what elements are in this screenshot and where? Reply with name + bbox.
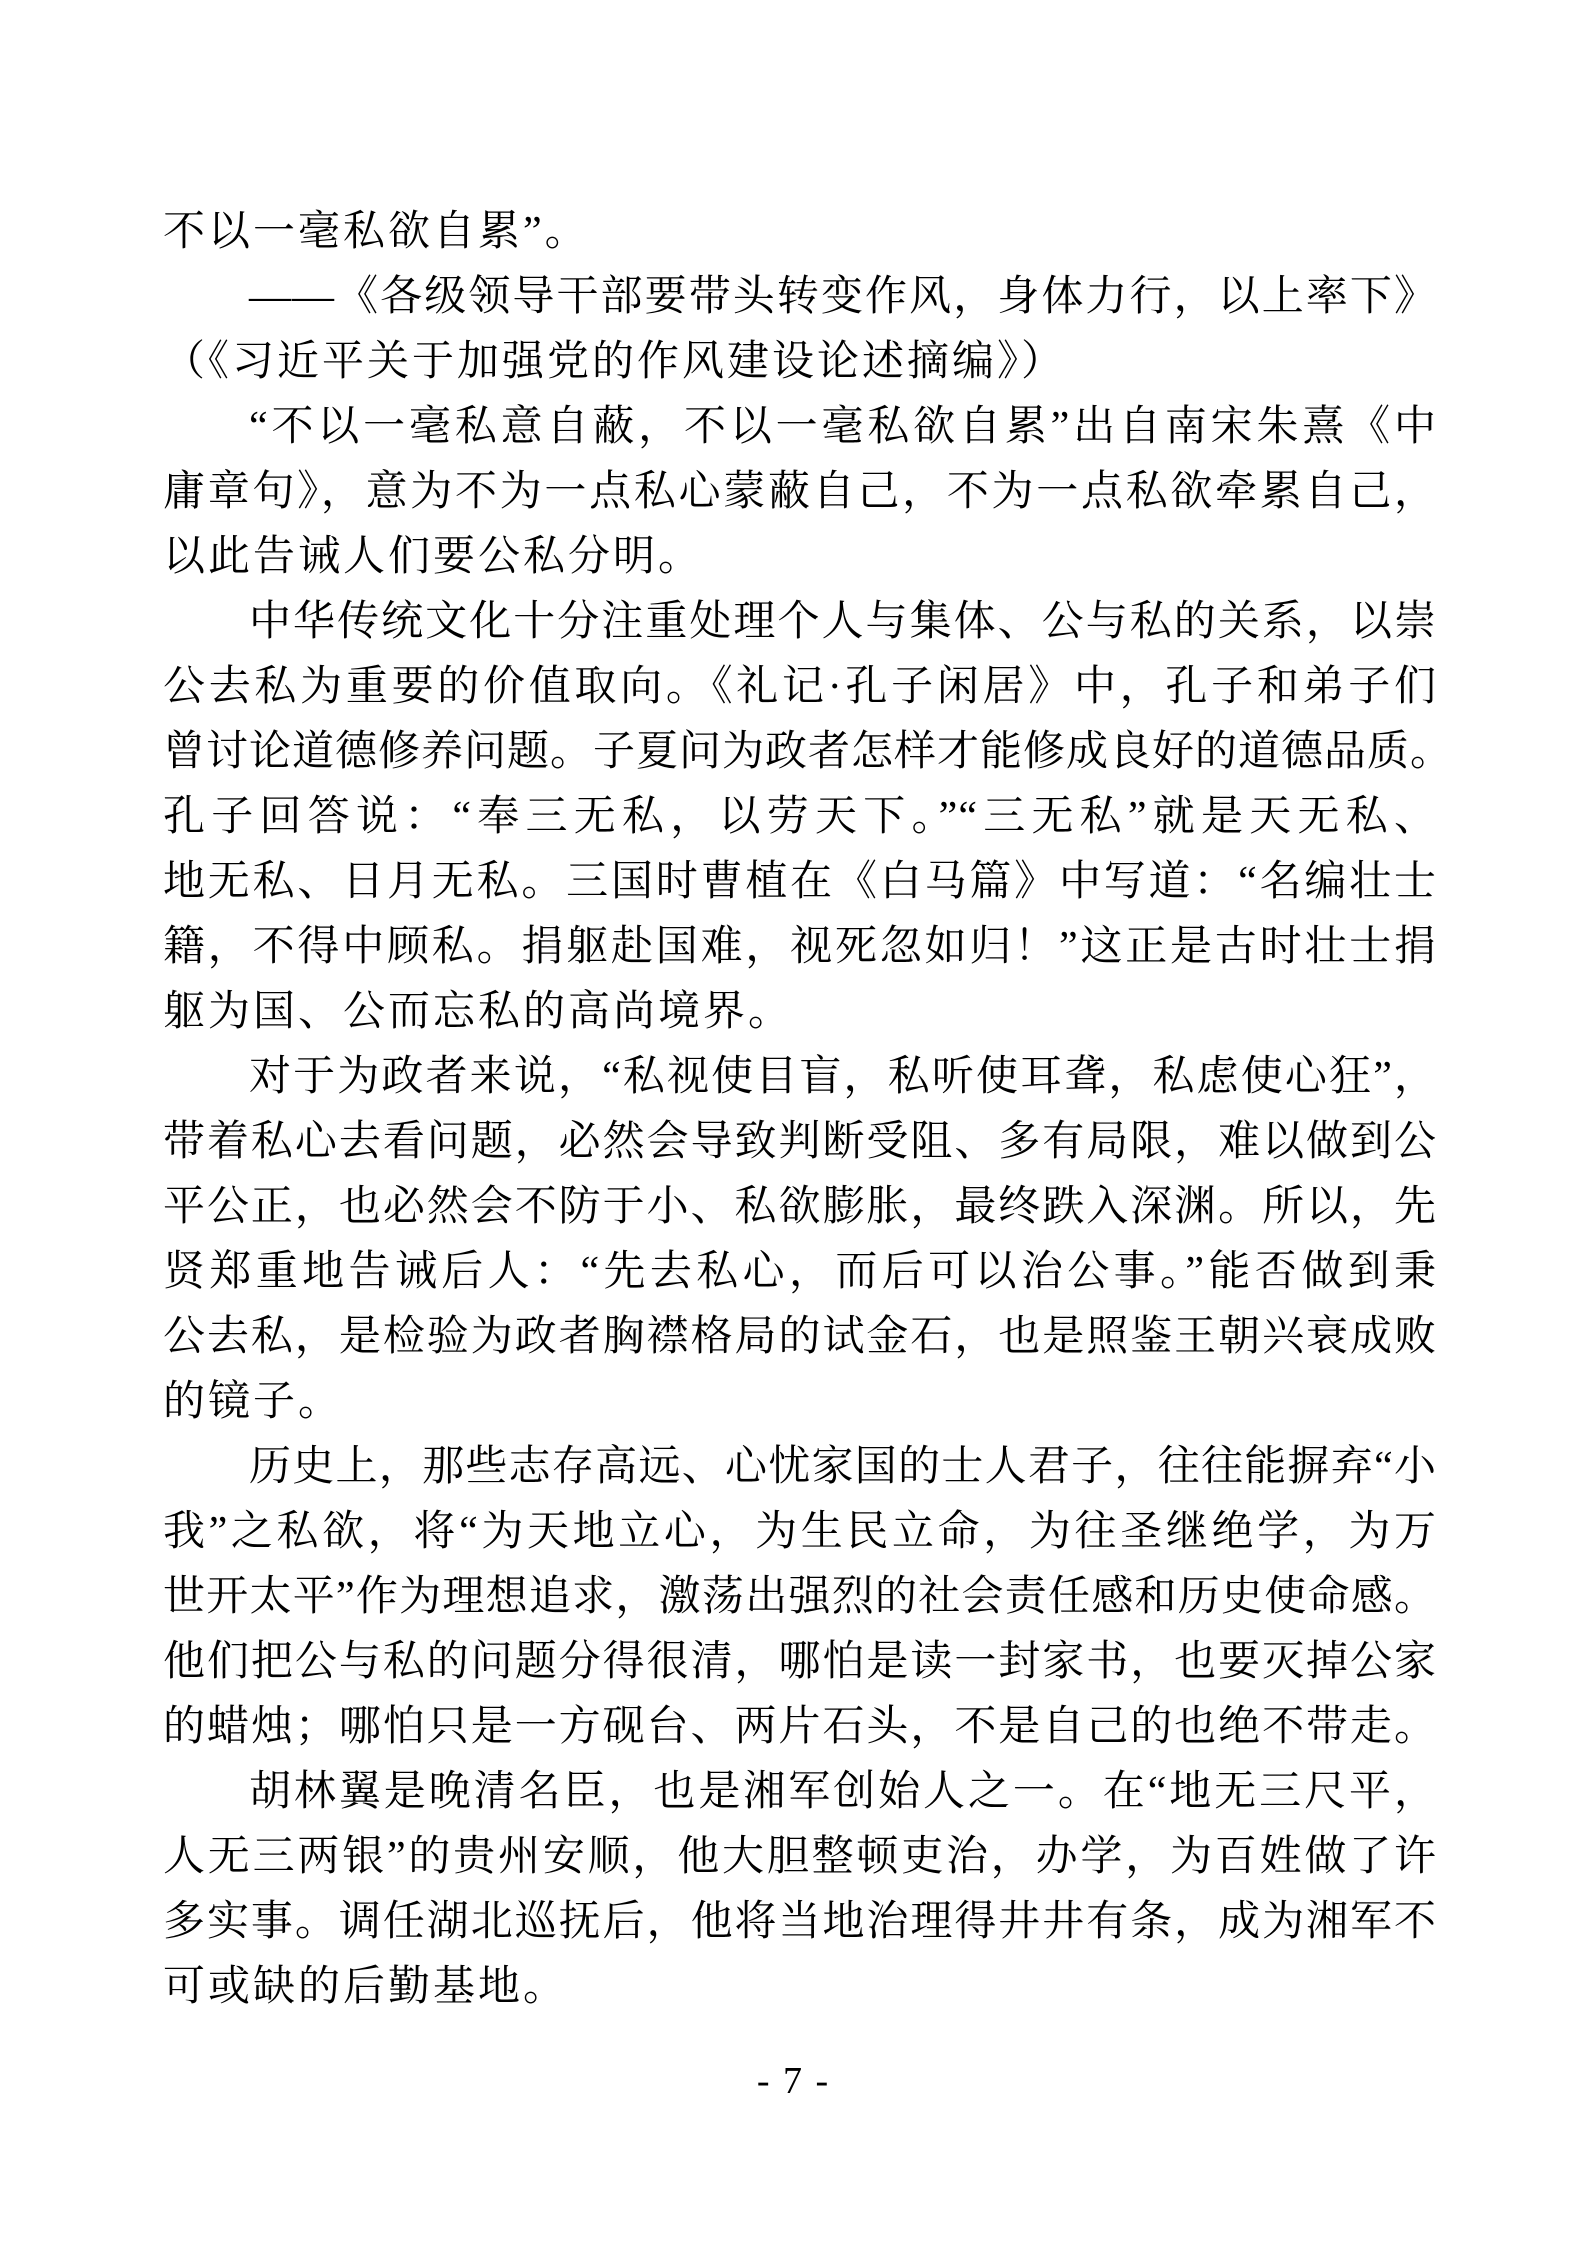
text-line: 历史上，那些志存高远、心忧家国的士人君子，往往能摒弃“小: [249, 1444, 1437, 1490]
text-line: 人无三两银”的贵州安顺，他大胆整顿吏治，办学，为百姓做了许: [163, 1834, 1437, 1880]
text-line: 多实事。调任湖北巡抚后，他将当地治理得井井有条，成为湘军不: [163, 1899, 1437, 1945]
text-line: 公去私，是检验为政者胸襟格局的试金石，也是照鉴王朝兴衰成败: [163, 1314, 1437, 1360]
text-line: ——《各级领导干部要带头转变作风，身体力行，以上率下》: [249, 274, 1437, 320]
text-line: （《习近平关于加强党的作风建设论述摘编》）: [163, 339, 1067, 385]
text-line: 躯为国、公而忘私的高尚境界。: [163, 989, 794, 1035]
text-line: 对于为政者来说，“私视使目盲，私听使耳聋，私虑使心狂”，: [249, 1054, 1437, 1100]
text-line: 贤郑重地告诫后人：“先去私心，而后可以治公事。”能否做到秉: [163, 1249, 1437, 1295]
text-line: 的蜡烛；哪怕只是一方砚台、两片石头，不是自己的也绝不带走。: [163, 1704, 1437, 1750]
text-line: 的镜子。: [163, 1379, 344, 1425]
text-line: 胡林翼是晚清名臣，也是湘军创始人之一。在“地无三尺平，: [249, 1769, 1437, 1815]
text-line: 以此告诫人们要公私分明。: [163, 534, 704, 580]
text-line: 平公正，也必然会不防于小、私欲膨胀，最终跌入深渊。所以，先: [163, 1184, 1437, 1230]
text-line: 公去私为重要的价值取向。《礼记·孔子闲居》中，孔子和弟子们: [163, 664, 1437, 710]
text-line: 可或缺的后勤基地。: [163, 1964, 569, 2010]
text-line: 孔子回答说：“奉三无私，以劳天下。”“三无私”就是天无私、: [163, 794, 1437, 840]
text-line: 不以一毫私欲自累”。: [163, 209, 590, 255]
text-line: 庸章句》，意为不为一点私心蒙蔽自己，不为一点私欲牵累自己，: [163, 469, 1437, 515]
document-body: [163, 200, 1454, 2020]
text-line: 籍，不得中顾私。捐躯赴国难，视死忽如归！”这正是古时壮士捐: [163, 924, 1437, 970]
text-line: 世开太平”作为理想追求，激荡出强烈的社会责任感和历史使命感。: [163, 1574, 1437, 1620]
text-line: 他们把公与私的问题分得很清，哪怕是读一封家书，也要灭掉公家: [163, 1639, 1437, 1685]
page-number: - 7 -: [756, 2060, 831, 2102]
text-line: 曾讨论道德修养问题。子夏问为政者怎样才能修成良好的道德品质。: [163, 729, 1454, 775]
text-line: 地无私、日月无私。三国时曹植在《白马篇》中写道：“名编壮士: [163, 859, 1437, 905]
text-line: 带着私心去看问题，必然会导致判断受阻、多有局限，难以做到公: [163, 1119, 1437, 1165]
text-line: 中华传统文化十分注重处理个人与集体、公与私的关系，以崇: [249, 599, 1437, 645]
text-line: “不以一毫私意自蔽，不以一毫私欲自累”出自南宋朱熹《中: [249, 404, 1437, 450]
text-line: 我”之私欲，将“为天地立心，为生民立命，为往圣继绝学，为万: [163, 1509, 1437, 1555]
